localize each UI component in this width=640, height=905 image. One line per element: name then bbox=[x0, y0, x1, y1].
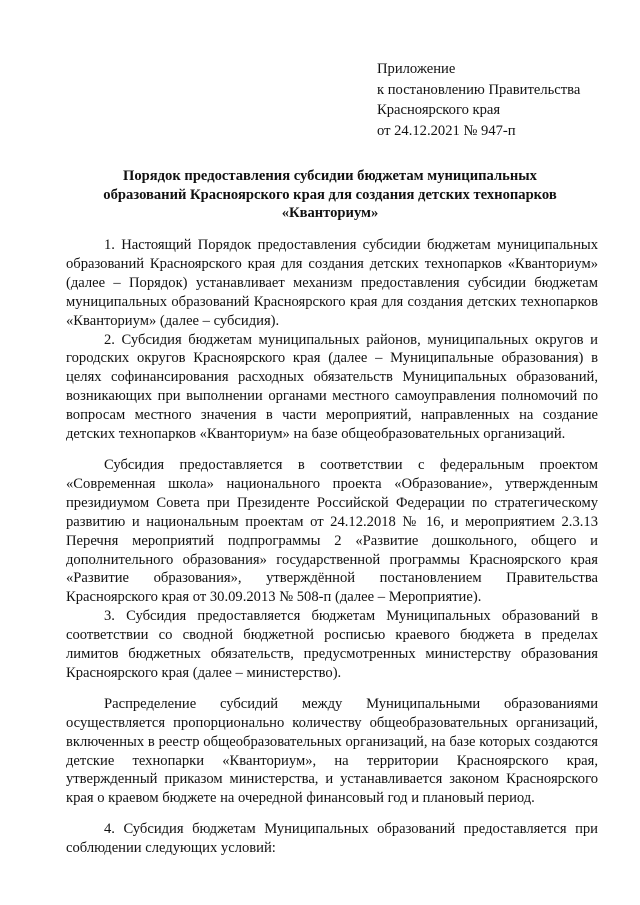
attachment-line: к постановлению Правительства bbox=[377, 81, 581, 98]
attachment-line: Приложение bbox=[377, 61, 456, 77]
document-title bbox=[60, 167, 600, 223]
paragraph-4: 3. Субсидия предоставляется бюджетам Муниципальных образований в соответствии со сводной бюджетной росписью краевого бюджета в пределах лимитов бюджетных обязательств, предусмотренных министерству образования Красноярского края (далее – министерство). bbox=[66, 608, 598, 681]
paragraph-2: 2. Субсидия бюджетам муниципальных районов, муниципальных округов и городских округов Красноярского края (далее – Муниципальные образования) в целях софинансирования расходных обязательств Муниципальных образований, возникающих при выполнении органами местного самоуправления полномочий по вопросам местного значения в части мероприятий, направленных на создание детских технопарков «Кванториум» на базе общеобразовательных организаций. bbox=[66, 331, 598, 443]
document-body bbox=[66, 236, 598, 858]
paragraph-3: Субсидия предоставляется в соответствии с федеральным проектом «Современная школа» национального проекта «Образование», утвержденным президиумом Совета при Президенте Российской Федерации по стратегическому развитию и национальным проектам от 24.12.2018 № 16, и мероприятием 2.3.13 Перечня мероприятий подпрограммы 2 «Развитие дошкольного, общего и дополнительного образования» государственной программы Красноярского края «Развитие образования», утверждённой постановлением Правительства Красноярского края от 30.09.2013 № 508-п (далее – Мероприятие). bbox=[66, 456, 598, 606]
title-line: образований Красноярского края для создания детских технопарков bbox=[103, 186, 557, 203]
attachment-header bbox=[377, 59, 627, 141]
attachment-date-line: от 24.12.2021 № 947-п bbox=[377, 122, 516, 139]
paragraph-1: 1. Настоящий Порядок предоставления субсидии бюджетам муниципальных образований Красноярского края для создания детских технопарков «Кванториум» (далее – Порядок) устанавливает механизм предоставления субсидии бюджетам муниципальных образований Красноярского края для создания детских технопарков «Кванториум» (далее – субсидия). bbox=[66, 237, 598, 329]
title-line: «Кванториум» bbox=[281, 205, 379, 221]
title-line: Порядок предоставления субсидии бюджетам муниципальных bbox=[123, 168, 537, 184]
attachment-line: Красноярского края bbox=[377, 102, 501, 118]
paragraph-5: Распределение субсидий между Муниципальными образованиями осуществляется пропорционально количеству общеобразовательных организаций, включенных в реестр общеобразовательных организаций, на базе которых создаются детские технопарки «Кванториум», на территории Красноярского края, утвержденный приказом министерства, и устанавливается законом Красноярского края о краевом бюджете на очередной финансовый год и плановый период. bbox=[66, 695, 598, 807]
paragraph-6: 4. Субсидия бюджетам Муниципальных образований предоставляется при соблюдении следующих условий: bbox=[66, 821, 598, 857]
